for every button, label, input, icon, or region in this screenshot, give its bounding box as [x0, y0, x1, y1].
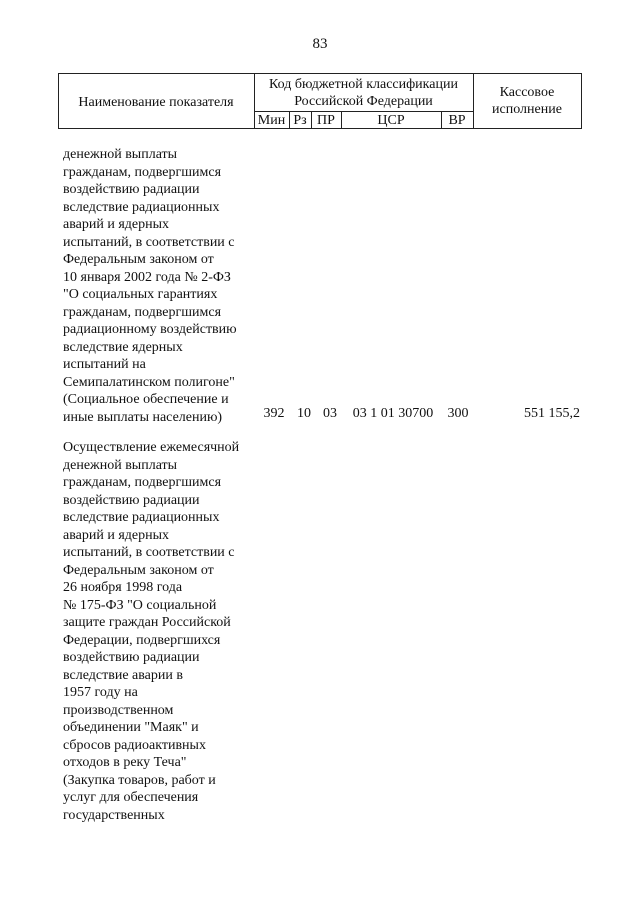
row-1-min: 392 — [263, 406, 285, 421]
header-name-column: Наименование показателя — [78, 95, 234, 110]
row-2-name: Осуществление ежемесячной денежной выплаты гражданам, подвергшимся воздействию радиации вследствие радиационных аварий и ядерных испытаний, в соответствии с Федеральным законом от 26 ноября 1998 года № 175-ФЗ "О социальной защите граждан Российской Федерации, подвергшихся воздействию радиации вследствие аварии в 1957 году на производственном объединении "Маяк" и сбросов радиоактивных отходов в реку Теча" (Закупка товаров, работ и услуг для обеспечения государственных — [63, 440, 240, 823]
header-exec-line2: исполнение — [492, 102, 562, 117]
row-1-amount: 551 155,2 — [524, 406, 580, 421]
header-vr: ВР — [448, 113, 466, 128]
header-code-group-line2: Российской Федерации — [294, 94, 433, 109]
row-1-name: денежной выплаты гражданам, подвергшимся воздействию радиации вследствие радиационных аварий и ядерных испытаний, в соответствии с Федеральным законом от 10 января 2002 года № 2-ФЗ "О социальных гарантиях гражданам, подвергшимся радиационному воздействию вследствие ядерных испытаний на Семипалатинском полигоне" (Социальное обеспечение и иные выплаты населению) — [63, 147, 237, 425]
header-min: Мин — [257, 113, 286, 128]
row-1-vr: 300 — [447, 406, 469, 421]
header-csr: ЦСР — [377, 113, 405, 128]
row-1-rz: 10 — [297, 406, 311, 421]
row-1-pr: 03 — [323, 406, 337, 421]
page-number: 83 — [312, 36, 328, 52]
header-exec-line1: Кассовое — [499, 85, 555, 100]
header-pr: ПР — [317, 113, 335, 128]
header-code-group-line1: Код бюджетной классификации — [269, 77, 458, 92]
row-1-csr: 03 1 01 30700 — [352, 406, 434, 421]
header-rz: Рз — [293, 113, 307, 128]
table-header — [58, 73, 582, 129]
